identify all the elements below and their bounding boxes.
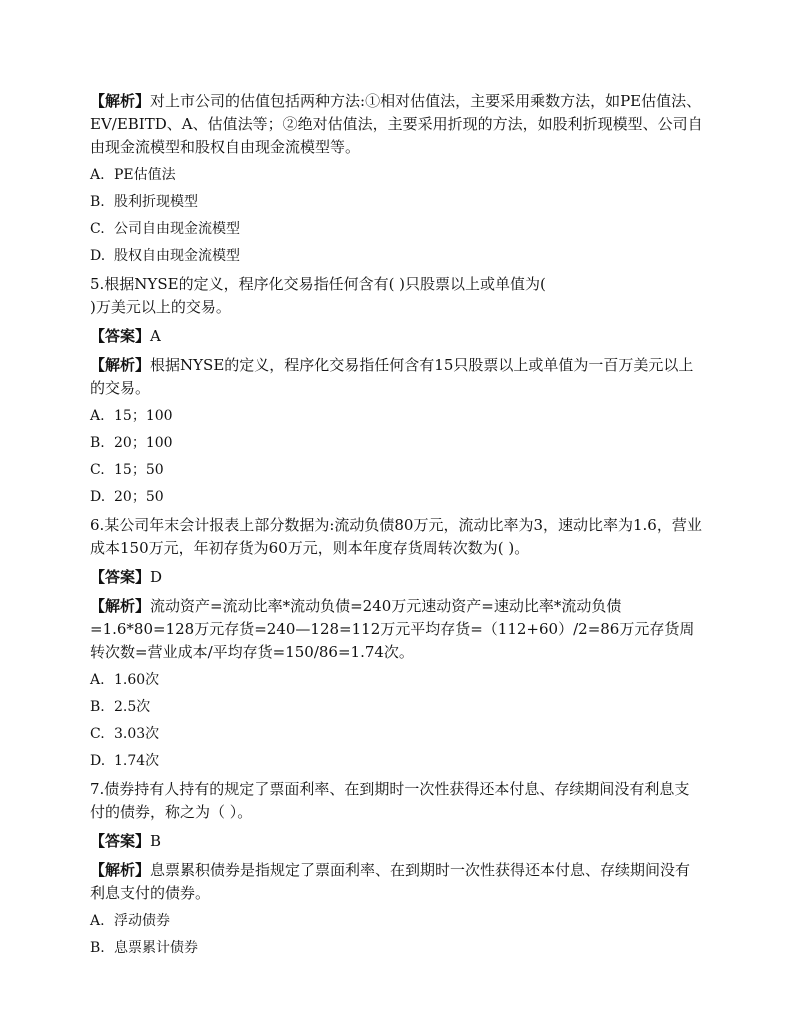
option-letter: D.: [90, 248, 106, 264]
answer-tag: 【答案】: [90, 832, 151, 850]
option-text: 息票累计债券: [114, 940, 198, 956]
option-text: 20；50: [114, 489, 164, 505]
analysis-text: 根据NYSE的定义，程序化交易指任何含有15只股票以上或单值为一百万美元以上的交易。: [90, 356, 694, 397]
analysis-text: 流动资产=流动比率*流动负债=240万元速动资产=速动比率*流动负债=1.6*80=128万元存货=240—128=112万元平均存货=（112+60）/2=86万元存货周转次数=营业成本/平均存货=150/86=1.74次。: [90, 597, 695, 661]
analysis-paragraph: [90, 859, 704, 905]
option-text: PE估值法: [114, 167, 176, 183]
option-item: [90, 219, 704, 239]
option-letter: D.: [90, 489, 106, 505]
option-item: [90, 697, 704, 717]
answer-line: [90, 566, 704, 589]
option-letter: D.: [90, 753, 106, 769]
option-text: 15；100: [114, 408, 173, 424]
question-7: 7.债券持有人持有的规定了票面利率、在到期时一次性获得还本付息、存续期间没有利息支付的债券，称之为（ ）。: [90, 780, 690, 821]
analysis-tag: 【解析】: [90, 861, 151, 879]
option-letter: A.: [90, 408, 105, 424]
analysis-paragraph: [90, 595, 704, 664]
option-item: [90, 751, 704, 771]
question-5: 5.根据NYSE的定义，程序化交易指任何含有( )只股票以上或单值为( )万美元以上的交易。: [90, 275, 546, 316]
option-text: 2.5次: [114, 699, 151, 715]
option-text: 浮动债券: [114, 913, 170, 929]
option-letter: B.: [90, 435, 105, 451]
option-letter: A.: [90, 672, 105, 688]
option-text: 15；50: [114, 462, 164, 478]
option-item: [90, 938, 704, 958]
answer-text: D: [150, 568, 163, 586]
answer-text: A: [150, 327, 161, 345]
analysis-text: 对上市公司的估值包括两种方法:①相对估值法，主要采用乘数方法，如PE估值法、EV/EBITD、A、估值法等；②绝对估值法，主要采用折现的方法，如股利折现模型、公司自由现金流模型和股权自由现金流模型等。: [90, 92, 703, 156]
option-text: 3.03次: [114, 726, 160, 742]
option-letter: B.: [90, 699, 105, 715]
question-6: 6.某公司年末会计报表上部分数据为:流动负债80万元，流动比率为3，速动比率为1.6，营业成本150万元，年初存货为60万元，则本年度存货周转次数为( )。: [90, 516, 702, 557]
option-text: 股权自由现金流模型: [114, 248, 240, 264]
option-item: [90, 406, 704, 426]
option-letter: A.: [90, 913, 105, 929]
option-item: [90, 670, 704, 690]
analysis-paragraph: [90, 90, 704, 159]
option-item: [90, 192, 704, 212]
answer-tag: 【答案】: [90, 327, 151, 345]
option-letter: A.: [90, 167, 105, 183]
answer-tag: 【答案】: [90, 568, 151, 586]
analysis-tag: 【解析】: [90, 92, 151, 110]
option-text: 1.74次: [114, 753, 160, 769]
option-text: 1.60次: [114, 672, 160, 688]
analysis-tag: 【解析】: [90, 356, 151, 374]
option-letter: C.: [90, 462, 105, 478]
option-item: [90, 433, 704, 453]
option-item: [90, 487, 704, 507]
analysis-tag: 【解析】: [90, 597, 151, 615]
option-item: [90, 165, 704, 185]
option-item: [90, 911, 704, 931]
analysis-text: 息票累积债券是指规定了票面利率、在到期时一次性获得还本付息、存续期间没有利息支付的债券。: [90, 861, 691, 902]
option-letter: C.: [90, 726, 105, 742]
option-item: [90, 460, 704, 480]
answer-line: [90, 830, 704, 853]
option-text: 股利折现模型: [114, 194, 198, 210]
option-text: 公司自由现金流模型: [114, 221, 240, 237]
answer-text: B: [150, 832, 162, 850]
option-letter: B.: [90, 940, 105, 956]
option-letter: B.: [90, 194, 105, 210]
answer-line: [90, 325, 704, 348]
option-item: [90, 724, 704, 744]
analysis-paragraph: [90, 354, 704, 400]
option-letter: C.: [90, 221, 105, 237]
option-text: 20；100: [114, 435, 173, 451]
option-item: [90, 246, 704, 266]
